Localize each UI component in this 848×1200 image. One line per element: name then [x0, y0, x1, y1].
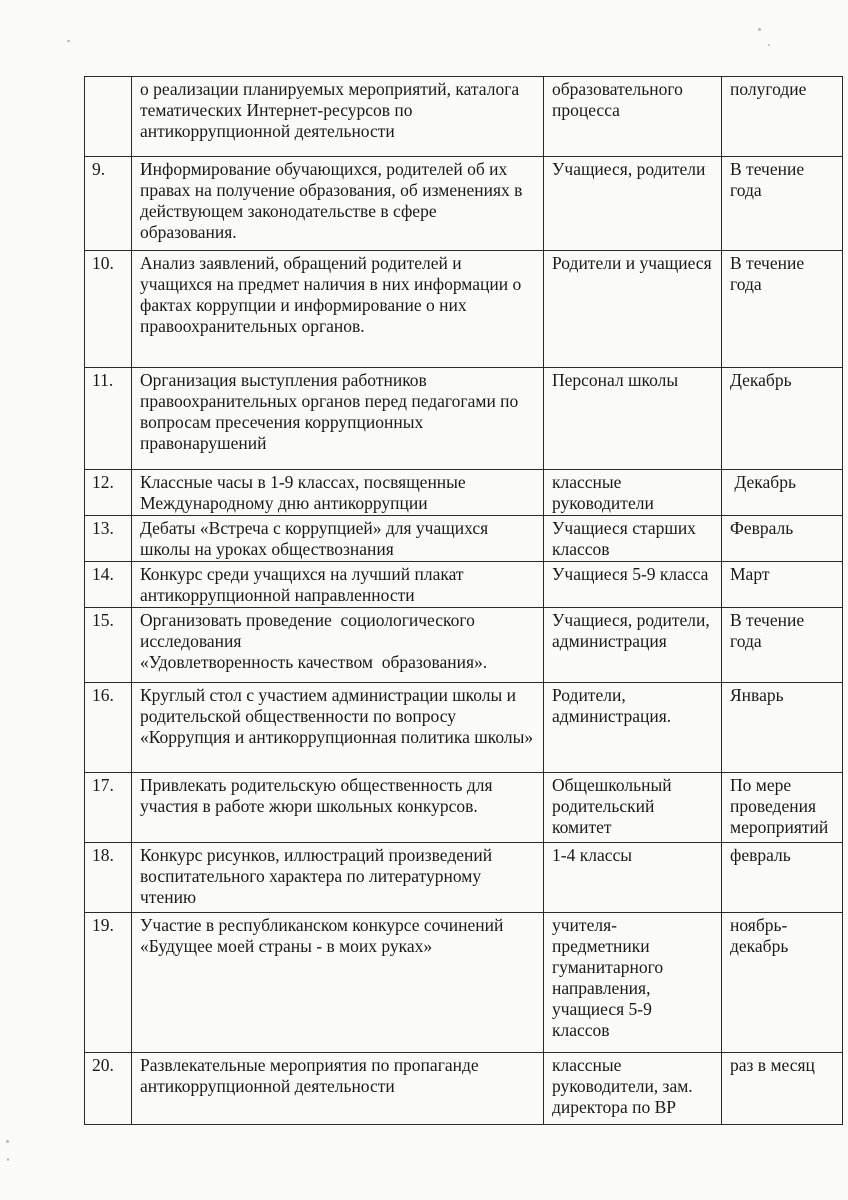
activities-table	[84, 76, 843, 1125]
period-cell: раз в месяц	[722, 1053, 843, 1125]
period-cell: В течение года	[722, 608, 843, 683]
table-row	[85, 913, 843, 1053]
table-row	[85, 157, 843, 251]
table-row	[85, 516, 843, 562]
table-row	[85, 683, 843, 773]
row-number: 14.	[85, 562, 132, 608]
period-cell: Февраль	[722, 516, 843, 562]
participants-cell: классные руководители	[544, 470, 722, 516]
row-number: 20.	[85, 1053, 132, 1125]
table-row	[85, 843, 843, 913]
row-number: 11.	[85, 368, 132, 470]
period-cell: По мере проведения мероприятий	[722, 773, 843, 843]
scan-speck	[768, 44, 770, 46]
table-row	[85, 1053, 843, 1125]
row-number	[85, 77, 132, 157]
table-row	[85, 608, 843, 683]
table-row	[85, 773, 843, 843]
row-number: 10.	[85, 251, 132, 368]
activity-cell: Конкурс среди учащихся на лучший плакат антикоррупционной направленности	[132, 562, 544, 608]
row-number: 15.	[85, 608, 132, 683]
activity-cell: Конкурс рисунков, иллюстраций произведений воспитательного характера по литературному чтению	[132, 843, 544, 913]
row-number: 18.	[85, 843, 132, 913]
row-number: 12.	[85, 470, 132, 516]
activity-cell: Классные часы в 1-9 классах, посвященные Международному дню антикоррупции	[132, 470, 544, 516]
activity-cell: Организация выступления работников правоохранительных органов перед педагогами по вопросам пресечения коррупционных правонарушений	[132, 368, 544, 470]
period-cell: В течение года	[722, 157, 843, 251]
scan-speck	[6, 1140, 9, 1143]
row-number: 9.	[85, 157, 132, 251]
row-number: 13.	[85, 516, 132, 562]
period-cell: Январь	[722, 683, 843, 773]
scan-speck	[7, 1158, 9, 1161]
table-row	[85, 470, 843, 516]
activity-cell: Развлекательные мероприятия по пропаганде антикоррупционной деятельности	[132, 1053, 544, 1125]
activity-cell: Организовать проведение социологического исследования «Удовлетворенность качеством образования».	[132, 608, 544, 683]
period-cell: В течение года	[722, 251, 843, 368]
table-row	[85, 562, 843, 608]
participants-cell: Учащиеся старших классов	[544, 516, 722, 562]
participants-cell: Общешкольный родительский комитет	[544, 773, 722, 843]
activity-cell: Анализ заявлений, обращений родителей и учащихся на предмет наличия в них информации о фактах коррупции и информирование о них правоохранительных органов.	[132, 251, 544, 368]
participants-cell: Персонал школы	[544, 368, 722, 470]
activity-cell: Дебаты «Встреча с коррупцией» для учащихся школы на уроках обществознания	[132, 516, 544, 562]
participants-cell: учителя- предметники гуманитарного направления, учащиеся 5-9 классов	[544, 913, 722, 1053]
table-row	[85, 251, 843, 368]
period-cell: Декабрь	[722, 368, 843, 470]
table-row	[85, 368, 843, 470]
period-cell: февраль	[722, 843, 843, 913]
period-cell: ноябрь- декабрь	[722, 913, 843, 1053]
activity-cell: Участие в республиканском конкурсе сочинений «Будущее моей страны - в моих руках»	[132, 913, 544, 1053]
activity-cell: о реализации планируемых мероприятий, каталога тематических Интернет-ресурсов по антикоррупционной деятельности	[132, 77, 544, 157]
participants-cell: 1-4 классы	[544, 843, 722, 913]
participants-cell: Учащиеся, родители	[544, 157, 722, 251]
table-row	[85, 77, 843, 157]
period-cell: Март	[722, 562, 843, 608]
participants-cell: Родители и учащиеся	[544, 251, 722, 368]
participants-cell: Родители, администрация.	[544, 683, 722, 773]
row-number: 19.	[85, 913, 132, 1053]
participants-cell: Учащиеся 5-9 класса	[544, 562, 722, 608]
row-number: 17.	[85, 773, 132, 843]
scan-speck	[67, 40, 70, 42]
row-number: 16.	[85, 683, 132, 773]
participants-cell: образовательного процесса	[544, 77, 722, 157]
period-cell: Декабрь	[722, 470, 843, 516]
period-cell: полугодие	[722, 77, 843, 157]
participants-cell: Учащиеся, родители, администрация	[544, 608, 722, 683]
scan-speck	[758, 28, 761, 31]
activity-cell: Привлекать родительскую общественность для участия в работе жюри школьных конкурсов.	[132, 773, 544, 843]
activity-cell: Информирование обучающихся, родителей об их правах на получение образования, об изменениях в действующем законодательстве в сфере образования.	[132, 157, 544, 251]
participants-cell: классные руководители, зам. директора по ВР	[544, 1053, 722, 1125]
activity-cell: Круглый стол с участием администрации школы и родительской общественности по вопросу «Коррупция и антикоррупционная политика школы»	[132, 683, 544, 773]
